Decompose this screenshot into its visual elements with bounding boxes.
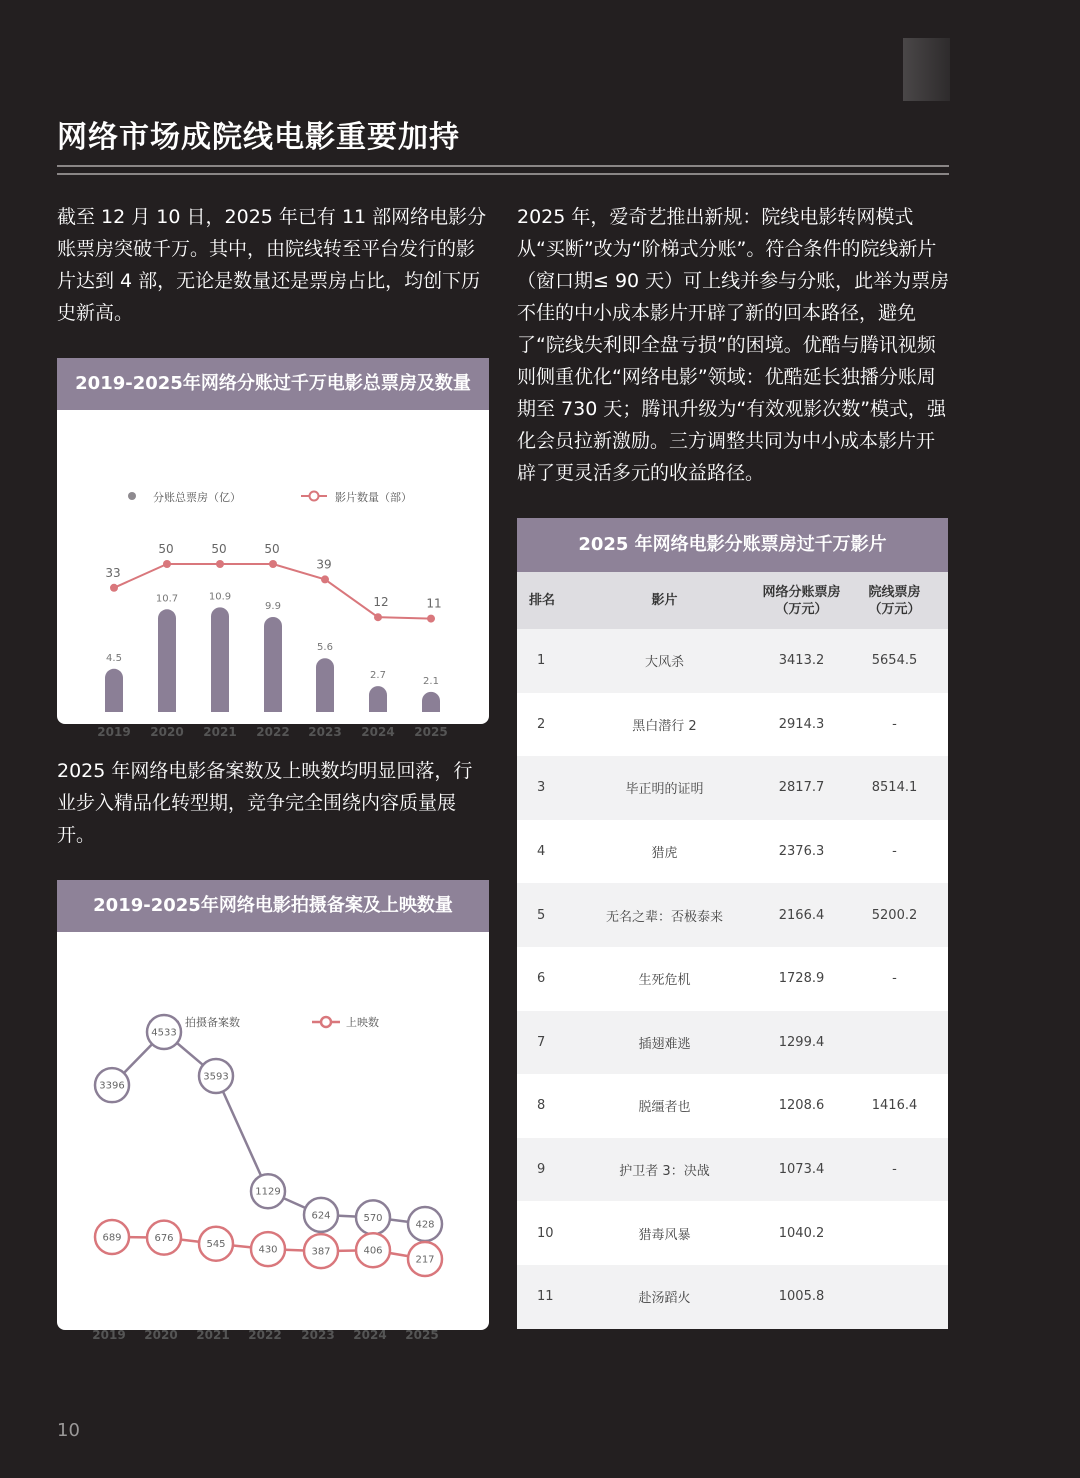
- releases-value-label: 545: [206, 1239, 226, 1251]
- bar-value-label: 10.9: [208, 591, 232, 603]
- table-title: 2025 年网络电影分账票房过千万影片: [517, 518, 948, 572]
- line-point: [163, 560, 171, 568]
- releases-value-label: 387: [311, 1246, 331, 1258]
- title-divider: [57, 165, 949, 175]
- film-cell: 护卫者 3：决战: [567, 1138, 762, 1202]
- top-films-table-card: [517, 518, 948, 1329]
- rank-cell: 8: [517, 1074, 567, 1138]
- line-value-label: 11: [426, 596, 442, 611]
- line-point: [374, 613, 382, 621]
- theatrical-box-office-cell: -: [841, 820, 948, 884]
- theatrical-box-office-cell: 1416.4: [841, 1074, 948, 1138]
- table-row: [517, 693, 948, 757]
- rank-cell: 1: [517, 629, 567, 693]
- table-row: [517, 820, 948, 884]
- legend-label-filings: 拍摄备案数: [185, 1016, 240, 1029]
- rank-cell: 7: [517, 1011, 567, 1075]
- online-box-office-cell: 2376.3: [762, 820, 841, 884]
- line-value-label: 50: [211, 542, 227, 556]
- theatrical-box-office-cell: [841, 1265, 948, 1329]
- box-office-chart-card: [57, 358, 489, 739]
- x-tick-label: 2021: [196, 1328, 230, 1342]
- corner-decoration: [903, 38, 950, 101]
- online-box-office-cell: 1005.8: [762, 1265, 841, 1329]
- bar-value-label: 5.6: [317, 642, 333, 654]
- paragraph-filings: 2025 年网络电影备案数及上映数均明显回落，行业步入精品化转型期，竞争完全围绕内容质量展开。: [57, 760, 473, 846]
- bar-value-label: 4.5: [106, 652, 122, 664]
- filings-value-label: 570: [363, 1212, 383, 1224]
- x-tick-label: 2023: [308, 725, 342, 739]
- page-title: 网络市场成院线电影重要加持: [57, 120, 460, 155]
- table-row: [517, 1011, 948, 1075]
- header-rank: 排名: [517, 572, 567, 629]
- rank-cell: 11: [517, 1265, 567, 1329]
- x-tick-label: 2022: [256, 725, 290, 739]
- online-box-office-cell: 2817.7: [762, 756, 841, 820]
- filings-value-label: 624: [311, 1210, 331, 1222]
- line-value-label: 50: [264, 542, 280, 556]
- bar: [264, 617, 282, 712]
- theatrical-box-office-cell: -: [841, 693, 948, 757]
- film-cell: 插翅难逃: [567, 1011, 762, 1075]
- theatrical-box-office-cell: 8514.1: [841, 756, 948, 820]
- film-cell: 赴汤蹈火: [567, 1265, 762, 1329]
- x-tick-label: 2024: [353, 1328, 387, 1342]
- table-row: [517, 1265, 948, 1329]
- film-cell: 生死危机: [567, 947, 762, 1011]
- x-tick-label: 2021: [203, 725, 237, 739]
- rank-cell: 3: [517, 756, 567, 820]
- online-box-office-cell: 1040.2: [762, 1201, 841, 1265]
- line-value-label: 33: [105, 565, 121, 580]
- bar-value-label: 2.7: [370, 670, 386, 682]
- table-row: [517, 1074, 948, 1138]
- bar: [316, 658, 334, 712]
- line-value-label: 12: [373, 595, 389, 610]
- film-cell: 无名之辈：否极泰来: [567, 883, 762, 947]
- line-point: [427, 615, 435, 623]
- table-row: [517, 629, 948, 693]
- online-box-office-cell: 1299.4: [762, 1011, 841, 1075]
- theatrical-box-office-cell: [841, 1201, 948, 1265]
- x-tick-label: 2019: [97, 725, 131, 739]
- releases-value-label: 406: [363, 1245, 383, 1257]
- legend-marker-releases: [321, 1017, 331, 1027]
- box-office-chart: [57, 410, 489, 739]
- table-row: [517, 947, 948, 1011]
- header-theatrical-box-office: 院线票房 （万元）: [841, 572, 948, 629]
- x-tick-label: 2024: [361, 725, 395, 739]
- header-film: 影片: [567, 572, 762, 629]
- rank-cell: 6: [517, 947, 567, 1011]
- table-row: [517, 1201, 948, 1265]
- bar-value-label: 9.9: [265, 600, 281, 612]
- rank-cell: 2: [517, 693, 567, 757]
- rank-cell: 4: [517, 820, 567, 884]
- filings-chart: [57, 932, 489, 1342]
- rank-cell: 5: [517, 883, 567, 947]
- theatrical-box-office-cell: [841, 1011, 948, 1075]
- releases-value-label: 217: [415, 1254, 435, 1266]
- filings-chart-card: [57, 880, 489, 1342]
- line-point: [216, 560, 224, 568]
- online-box-office-cell: 1208.6: [762, 1074, 841, 1138]
- x-tick-label: 2025: [405, 1328, 439, 1342]
- table-row: [517, 1138, 948, 1202]
- x-tick-label: 2023: [301, 1328, 335, 1342]
- chart-title: 2019-2025年网络电影拍摄备案及上映数量: [57, 880, 489, 932]
- table-row: [517, 756, 948, 820]
- bar: [422, 692, 440, 712]
- legend-marker-bar: [128, 492, 136, 500]
- rank-cell: 9: [517, 1138, 567, 1202]
- top-films-table: [517, 572, 948, 1329]
- rank-cell: 10: [517, 1201, 567, 1265]
- bar: [211, 607, 229, 712]
- bar-value-label: 10.7: [155, 593, 179, 605]
- theatrical-box-office-cell: -: [841, 1138, 948, 1202]
- line-point: [321, 575, 329, 583]
- legend-label-releases: 上映数: [346, 1016, 379, 1029]
- bar-value-label: 2.1: [423, 675, 439, 687]
- filings-value-label: 3396: [99, 1080, 125, 1092]
- x-tick-label: 2025: [414, 725, 448, 739]
- legend-marker-line: [310, 492, 319, 501]
- line-value-label: 39: [316, 557, 332, 572]
- paragraph-intro: 截至 12 月 10 日，2025 年已有 11 部网络电影分账票房突破千万。其中，由院线转至平台发行的影片达到 4 部，无论是数量还是票房占比，均创下历史新高。: [57, 206, 487, 324]
- table-row: [517, 883, 948, 947]
- page-number: 10: [57, 1420, 80, 1441]
- online-box-office-cell: 2914.3: [762, 693, 841, 757]
- theatrical-box-office-cell: 5654.5: [841, 629, 948, 693]
- legend-label-bar: 分账总票房（亿）: [153, 491, 241, 504]
- line-point: [110, 584, 118, 592]
- film-cell: 黑白潜行 2: [567, 693, 762, 757]
- line-point: [269, 560, 277, 568]
- film-cell: 脱缰者也: [567, 1074, 762, 1138]
- chart-title: 2019-2025年网络分账过千万电影总票房及数量: [57, 358, 489, 410]
- x-tick-label: 2020: [144, 1328, 178, 1342]
- filings-value-label: 3593: [203, 1071, 229, 1083]
- online-box-office-cell: 1073.4: [762, 1138, 841, 1202]
- line-value-label: 50: [158, 542, 174, 556]
- online-box-office-cell: 2166.4: [762, 883, 841, 947]
- filings-value-label: 4533: [151, 1027, 177, 1039]
- online-box-office-cell: 1728.9: [762, 947, 841, 1011]
- releases-value-label: 430: [258, 1244, 278, 1256]
- online-box-office-cell: 3413.2: [762, 629, 841, 693]
- bar: [369, 686, 387, 712]
- paragraph-platforms: 2025 年，爱奇艺推出新规：院线电影转网模式从“买断”改为“阶梯式分账”。符合条件的院线新片（窗口期≤ 90 天）可上线并参与分账，此举为票房不佳的中小成本影片开辟了新的回本路径，避免了“院线失利即全盘亏损”的困境。优酷与腾讯视频则侧重优化“网络电影”领域：优酷延长独播分账周期至 730 天；腾讯升级为“有效观影次数”模式，强化会员拉新激励。三方调整共同为中小成本影片开辟了更灵活多元的收益路径。: [517, 206, 950, 484]
- bar: [158, 609, 176, 712]
- legend-label-line: 影片数量（部）: [335, 491, 412, 504]
- releases-value-label: 676: [154, 1233, 174, 1245]
- x-tick-label: 2022: [248, 1328, 282, 1342]
- film-cell: 猎毒风暴: [567, 1201, 762, 1265]
- x-tick-label: 2020: [150, 725, 184, 739]
- theatrical-box-office-cell: 5200.2: [841, 883, 948, 947]
- theatrical-box-office-cell: -: [841, 947, 948, 1011]
- film-cell: 猎虎: [567, 820, 762, 884]
- filings-value-label: 428: [415, 1219, 435, 1231]
- bar: [105, 669, 123, 712]
- releases-value-label: 689: [102, 1232, 122, 1244]
- film-cell: 毕正明的证明: [567, 756, 762, 820]
- x-tick-label: 2019: [92, 1328, 126, 1342]
- filings-value-label: 1129: [255, 1186, 281, 1198]
- header-online-box-office: 网络分账票房 （万元）: [762, 572, 841, 629]
- table-header-row: [517, 572, 948, 629]
- film-cell: 大风杀: [567, 629, 762, 693]
